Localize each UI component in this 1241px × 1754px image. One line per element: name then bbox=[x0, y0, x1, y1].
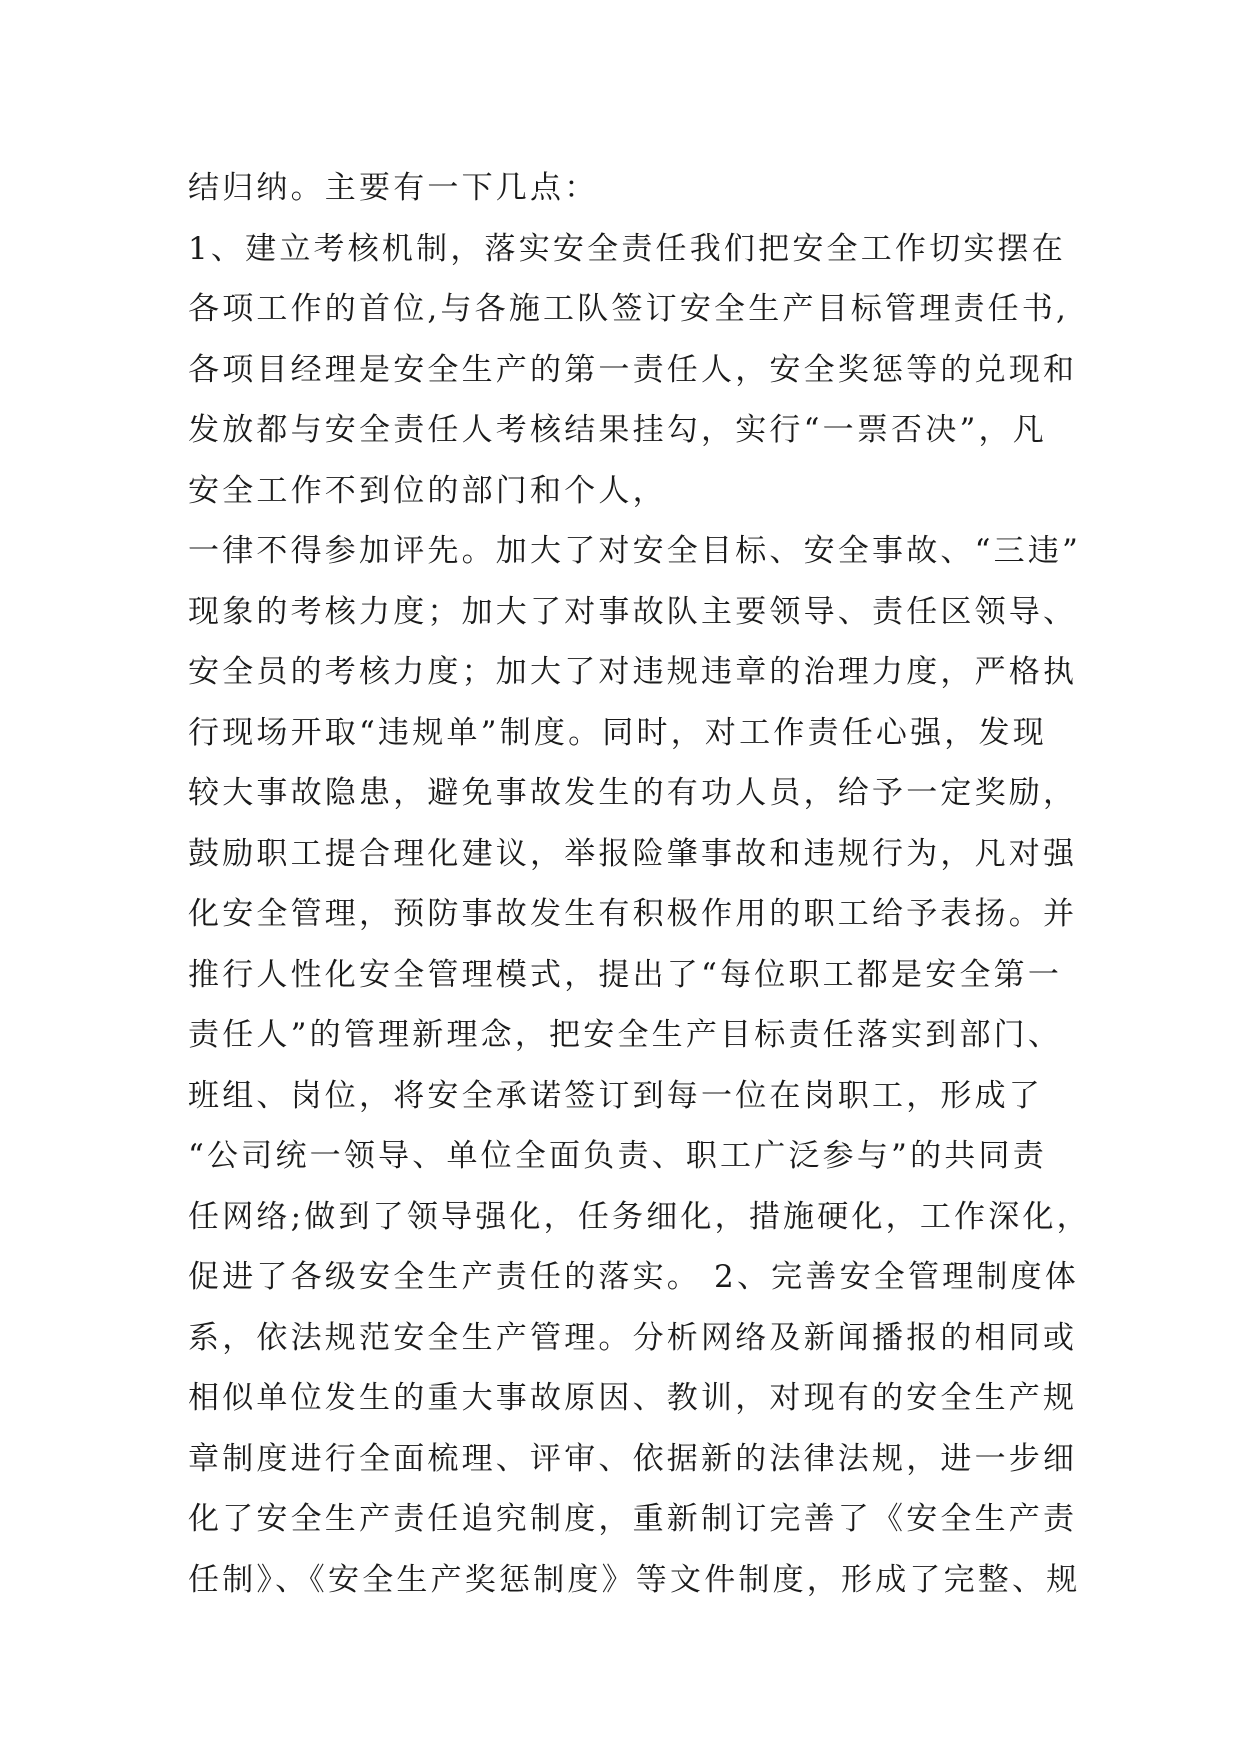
text-line: 结归纳。主要有一下几点： bbox=[188, 170, 599, 206]
text-line: 责任人”的管理新理念，把安全生产目标责任落实到部门、 bbox=[188, 1017, 1063, 1053]
text-line: 各项目经理是安全生产的第一责任人，安全奖惩等的兑现和 bbox=[188, 351, 1078, 388]
text-line: 各项工作的首位,与各施工队签订安全生产目标管理责任书, bbox=[188, 291, 1070, 327]
text-line: 发放都与安全责任人考核结果挂勾，实行“一票否决”，凡 bbox=[188, 412, 1047, 448]
text-line: 较大事故隐患，避免事故发生的有功人员，给予一定奖励， bbox=[188, 775, 1078, 811]
text-line: 安全员的考核力度；加大了对违规违章的治理力度，严格执 bbox=[188, 654, 1078, 690]
text-line: 章制度进行全面梳理、评审、依据新的法律法规，进一步细 bbox=[188, 1440, 1078, 1477]
text-line: 促进了各级安全生产责任的落实。 2、完善安全管理制度体 bbox=[188, 1259, 1079, 1295]
text-line: 化安全管理，预防事故发生有积极作用的职工给予表扬。并 bbox=[188, 896, 1078, 932]
text-line: 相似单位发生的重大事故原因、教训，对现有的安全生产规 bbox=[188, 1380, 1078, 1416]
text-line: “公司统一领导、单位全面负责、职工广泛参与”的共同责 bbox=[188, 1138, 1047, 1174]
text-line: 一律不得参加评先。加大了对安全目标、安全事故、“三违” bbox=[188, 533, 1082, 569]
text-line: 行现场开取“违规单”制度。同时，对工作责任心强，发现 bbox=[188, 714, 1047, 751]
text-line: 任制》、《安全生产奖惩制度》等文件制度，形成了完整、规 bbox=[188, 1561, 1081, 1598]
text-line: 鼓励职工提合理化建议，举报险肇事故和违规行为，凡对强 bbox=[188, 835, 1078, 872]
text-line: 安全工作不到位的部门和个人， bbox=[188, 472, 667, 509]
text-line: 任网络;做到了领导强化，任务细化，措施硬化，工作深化， bbox=[188, 1198, 1091, 1235]
text-line: 班组、岗位，将安全承诺签订到每一位在岗职工，形成了 bbox=[188, 1077, 1043, 1114]
text-line: 推行人性化安全管理模式，提出了“每位职工都是安全第一 bbox=[188, 956, 1063, 993]
body-text bbox=[188, 158, 1091, 1610]
text-line: 化了安全生产责任追究制度，重新制订完善了《安全生产责 bbox=[188, 1501, 1078, 1537]
text-line: 1、建立考核机制，落实安全责任我们把安全工作切实摆在 bbox=[188, 230, 1066, 267]
text-line: 系，依法规范安全生产管理。分析网络及新闻播报的相同或 bbox=[188, 1319, 1078, 1356]
text-line: 现象的考核力度；加大了对事故队主要领导、责任区领导、 bbox=[188, 593, 1078, 630]
